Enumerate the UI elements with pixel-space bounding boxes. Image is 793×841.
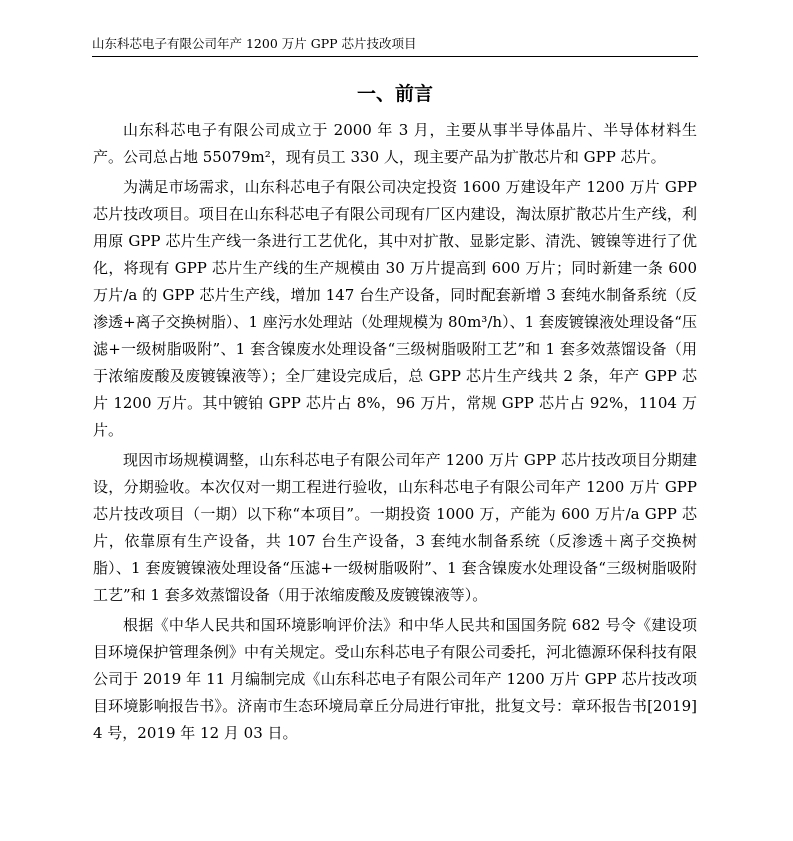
paragraph-project-overview: 为满足市场需求，山东科芯电子有限公司决定投资 1600 万建设年产 1200 万片 GPP 芯片技改项目。项目在山东科芯电子有限公司现有厂区内建设，淘汰原扩散芯片生产线，利用原 GPP 芯片生产线一条进行工艺优化，其中对扩散、显影定影、清洗、镀镍等进行了优化，将现有 GPP 芯片生产线的生产规模由 30 万片提高到 600 万片；同时新建一条 600 万片/a 的 GPP 芯片生产线，增加 147 台生产设备，同时配套新增 3 套纯水制备系统（反渗透+离子交换树脂）、1 座污水处理站（处理规模为 80m³/h）、1 套废镀镍液处理设备“压滤+一级树脂吸附”、1 套含镍废水处理设备“三级树脂吸附工艺”和 1 套多效蒸馏设备（用于浓缩废酸及废镀镍液等）；全厂建设完成后，总 GPP 芯片生产线共 2 条，年产 GPP 芯片 1200 万片。其中镀铂 GPP 芯片占 8%，96 万片，常规 GPP 芯片占 92%，1104 万片。 xyxy=(93,178,697,439)
paragraph-phase-one: 现因市场规模调整，山东科芯电子有限公司年产 1200 万片 GPP 芯片技改项目分期建设，分期验收。本次仅对一期工程进行验收，山东科芯电子有限公司年产 1200 万片 GPP 芯片技改项目（一期）以下称“本项目”。一期投资 1000 万，产能为 600 万片/a GPP 芯片，依靠原有生产设备，共 107 台生产设备，3 套纯水制备系统（反渗透＋离子交换树脂）、1 套废镀镍液处理设备“压滤+一级树脂吸附”、1 套含镍废水处理设备“三级树脂吸附工艺”和 1 套多效蒸馏设备（用于浓缩废酸及废镀镍液等）。 xyxy=(93,451,697,604)
section-title: 一、前言 xyxy=(356,83,433,105)
body-text xyxy=(93,117,697,750)
running-title: 山东科芯电子有限公司年产 1200 万片 GPP 芯片技改项目 xyxy=(92,36,417,51)
paragraph-eia-approval: 根据《中华人民共和国环境影响评价法》和中华人民共和国国务院 682 号令《建设项目环境保护管理条例》中有关规定。受山东科芯电子有限公司委托，河北德源环保科技有限公司于 2019 年 11 月编制完成《山东科芯电子有限公司年产 1200 万片 GPP 芯片技改项目环境影响报告书》。济南市生态环境局章丘分局进行审批，批复文号：章环报告书[2019]4 号，2019 年 12 月 03 日。 xyxy=(93,616,697,742)
paragraph-company-intro: 山东科芯电子有限公司成立于 2000 年 3 月，主要从事半导体晶片、半导体材料生产。公司总占地 55079m²，现有员工 330 人，现主要产品为扩散芯片和 GPP 芯片。 xyxy=(93,121,697,166)
page-header xyxy=(92,36,698,57)
